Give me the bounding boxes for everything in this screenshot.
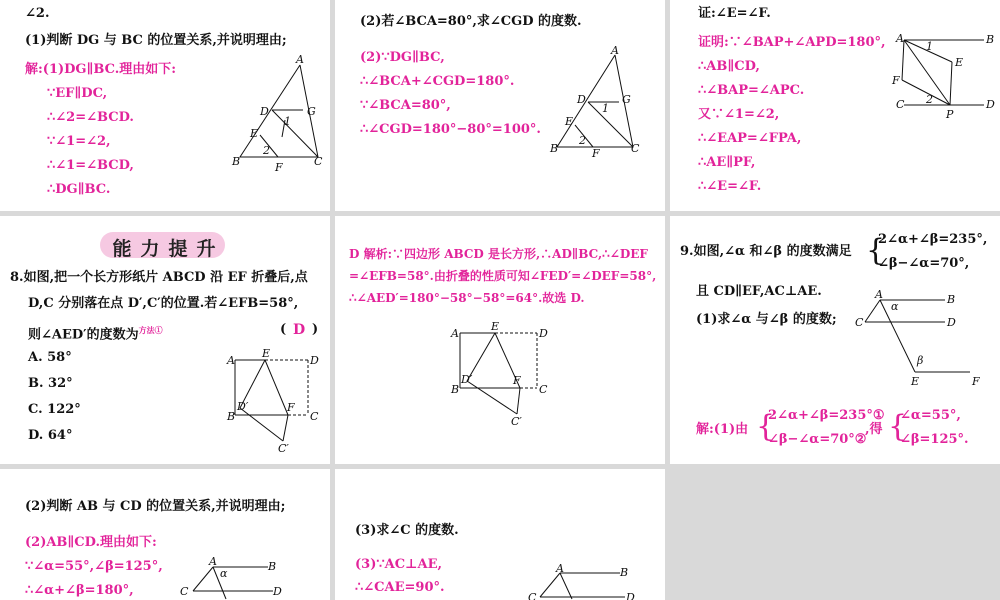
result-brace: {	[888, 409, 908, 444]
banner-char: 升	[196, 238, 216, 260]
label-C: C	[631, 142, 640, 155]
question-line: D,C 分别落在点 D′,C′的位置.若∠EFB=58°,	[28, 296, 299, 311]
solution-line: (2)∵DG∥BC,	[360, 50, 445, 65]
solution-line: ∴∠α+∠β=180°,	[25, 583, 134, 598]
answer-paren-left: (	[280, 322, 287, 337]
triangle-figure	[547, 45, 647, 165]
label-A: A	[296, 53, 304, 66]
angle-alpha: α	[891, 300, 899, 313]
question-line-with-method	[28, 322, 163, 343]
label-E: E	[491, 320, 500, 333]
solution-line: 解:(1)DG∥BC.理由如下:	[25, 62, 177, 77]
system-equation-2: ∠β−∠α=70°,	[878, 256, 970, 271]
solution-line: ∴AB∥CD,	[698, 59, 760, 74]
label-C: C	[310, 410, 319, 423]
angle-figure	[855, 288, 985, 388]
label-E: E	[250, 127, 259, 140]
solution-line: ∴∠EAP=∠FPA,	[698, 131, 802, 146]
empty-panel	[670, 469, 1000, 600]
solution-line: ∴∠BCA+∠CGD=180°.	[360, 74, 515, 89]
result-beta: ∠β=125°.	[900, 432, 969, 447]
label-D-prime: D′	[237, 400, 249, 413]
panel-q-proof	[670, 0, 1000, 211]
solution-line: 证明:∵∠BAP+∠APD=180°,	[698, 35, 886, 50]
label-F: F	[275, 161, 283, 174]
label-D: D	[310, 354, 319, 367]
solution-line: ∴∠CAE=90°.	[355, 580, 445, 595]
label-D: D	[626, 591, 635, 600]
label-D: D	[260, 105, 269, 118]
option-b: B. 32°	[28, 376, 73, 391]
folding-figure	[445, 321, 555, 441]
angle-beta: β	[917, 354, 924, 367]
label-A: A	[451, 327, 459, 340]
question-line: 9.如图,∠α 和∠β 的度数满足	[680, 244, 852, 259]
question-part2: (2)若∠BCA=80°,求∠CGD 的度数.	[360, 14, 582, 29]
answer-paren-right: )	[312, 322, 319, 337]
label-C: C	[855, 316, 864, 329]
label-B: B	[550, 142, 559, 155]
banner-char: 提	[168, 238, 188, 260]
label-E: E	[911, 375, 920, 388]
folding-figure	[225, 348, 325, 463]
solution-line: ∴∠1=∠BCD,	[47, 158, 134, 173]
solution-line: =∠EFB=58°.由折叠的性质可知∠FED′=∠DEF=58°,	[349, 269, 657, 283]
solution-equation-2: ∠β−∠α=70°②	[768, 432, 867, 447]
solution-brace: {	[756, 409, 776, 444]
label-A: A	[611, 44, 619, 57]
option-d: D. 64°	[28, 428, 73, 443]
solution-line: ∵EF∥DC,	[47, 86, 108, 101]
system-equation-1: 2∠α+∠β=235°,	[878, 232, 988, 247]
question-line: 且 CD∥EF,AC⊥AE.	[696, 284, 822, 299]
solution-equation-1: 2∠α+∠β=235°①	[768, 408, 885, 423]
method-tag: 方法①	[138, 325, 163, 335]
solution-line: ∵∠1=∠2,	[47, 134, 111, 149]
question-line: 则∠AED′的度数为	[28, 327, 139, 343]
parallel-lines-figure	[892, 30, 997, 120]
label-D: D	[986, 98, 995, 111]
label-A: A	[896, 32, 904, 45]
label-C: C	[528, 591, 537, 600]
solution-line: ∴∠CGD=180°−80°=100°.	[360, 122, 541, 137]
question-part2: (2)判断 AB 与 CD 的位置关系,并说明理由;	[25, 499, 286, 514]
label-E: E	[565, 115, 574, 128]
angle-2: 2	[263, 144, 270, 157]
solution-line: (3)∵AC⊥AE,	[355, 557, 443, 572]
label-A: A	[209, 555, 217, 568]
angle-2: 2	[579, 134, 586, 147]
label-C: C	[180, 585, 189, 598]
angle-1: 1	[602, 102, 609, 115]
panel-q9-part2	[0, 469, 330, 600]
angle-figure	[520, 562, 640, 600]
question-continuation: ∠2.	[25, 6, 50, 21]
option-a: A. 58°	[28, 350, 72, 365]
triangle-figure	[230, 55, 330, 180]
label-E: E	[955, 56, 964, 69]
label-C-prime: C′	[278, 442, 289, 455]
label-B: B	[451, 383, 460, 396]
label-F: F	[892, 74, 900, 87]
label-B: B	[620, 566, 629, 579]
label-B: B	[268, 560, 277, 573]
solution-line: ∴∠AED′=180°−58°−58°=64°.故选 D.	[349, 291, 585, 305]
angle-1: 1	[926, 40, 933, 53]
solution-prefix: 解:(1)由	[696, 422, 749, 437]
solution-line: ∴∠2=∠BCD.	[47, 110, 134, 125]
banner-char: 能	[112, 238, 132, 260]
solution-line: ∴∠E=∠F.	[698, 179, 762, 194]
label-D: D	[947, 316, 956, 329]
result-alpha: ∠α=55°,	[900, 408, 961, 423]
label-A: A	[556, 562, 564, 575]
angle-figure	[178, 555, 298, 599]
label-A: A	[227, 354, 235, 367]
label-C-prime: C′	[511, 415, 522, 428]
panel-q7-part2	[335, 0, 665, 211]
section-banner	[100, 232, 225, 258]
label-F: F	[287, 401, 295, 414]
question-continuation: 证:∠E=∠F.	[698, 6, 771, 21]
solution-middle: ,得	[865, 422, 883, 437]
label-B: B	[227, 410, 236, 423]
label-E: E	[262, 347, 271, 360]
answer-choice: D	[293, 322, 306, 338]
panel-q7-part1	[0, 0, 330, 211]
label-F: F	[972, 375, 980, 388]
label-D-prime: D′	[461, 373, 473, 386]
label-F: F	[592, 147, 600, 160]
question-part1: (1)判断 DG 与 BC 的位置关系,并说明理由;	[25, 33, 287, 48]
label-B: B	[232, 155, 241, 168]
label-B: B	[986, 33, 995, 46]
label-P: P	[946, 108, 954, 121]
solution-line: ∵∠BCA=80°,	[360, 98, 451, 113]
panel-q9	[670, 216, 1000, 464]
label-F: F	[513, 374, 521, 387]
angle-alpha: α	[220, 567, 228, 580]
solution-line: D 解析:∵四边形 ABCD 是长方形,∴AD∥BC,∴∠DEF	[349, 247, 648, 261]
solution-line: (2)AB∥CD.理由如下:	[25, 535, 157, 550]
solution-line: ∴∠BAP=∠APC.	[698, 83, 805, 98]
label-B: B	[947, 293, 956, 306]
label-G: G	[622, 93, 631, 106]
panel-q8	[0, 216, 330, 464]
solution-line: ∵∠α=55°,∠β=125°,	[25, 559, 163, 574]
question-line: 8.如图,把一个长方形纸片 ABCD 沿 EF 折叠后,点	[10, 270, 308, 285]
label-D: D	[539, 327, 548, 340]
solution-line: ∴AE∥PF,	[698, 155, 756, 170]
panel-q8-solution	[335, 216, 665, 464]
option-c: C. 122°	[28, 402, 81, 417]
question-part1: (1)求∠α 与∠β 的度数;	[696, 312, 837, 327]
label-A: A	[875, 288, 883, 301]
panel-q9-part3	[335, 469, 665, 600]
angle-1: 1	[284, 115, 291, 128]
label-G: G	[307, 105, 316, 118]
banner-char: 力	[140, 238, 160, 260]
question-part3: (3)求∠C 的度数.	[355, 523, 459, 538]
solution-line: 又∵∠1=∠2,	[698, 107, 780, 122]
system-brace: {	[866, 233, 886, 268]
label-C: C	[539, 383, 548, 396]
angle-2: 2	[926, 93, 933, 106]
label-C: C	[896, 98, 905, 111]
label-D: D	[577, 93, 586, 106]
label-D: D	[273, 585, 282, 598]
label-C: C	[314, 155, 323, 168]
solution-line: ∴DG∥BC.	[47, 182, 111, 197]
